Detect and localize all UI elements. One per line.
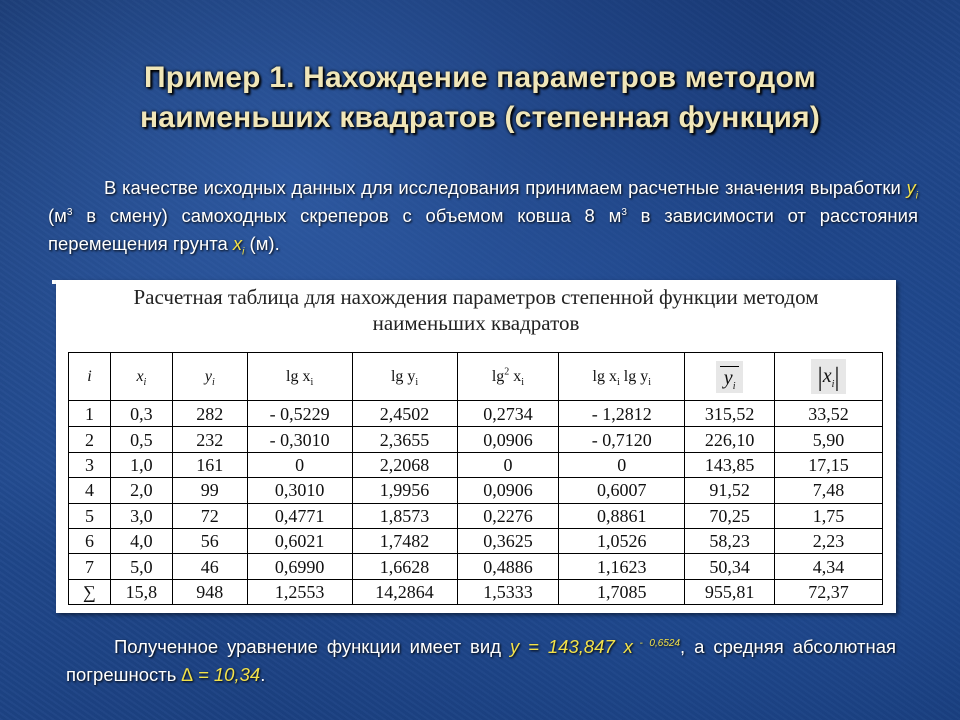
table-cell: 0,8861 [559, 503, 685, 528]
table-cell: 2,4502 [352, 401, 457, 427]
table-row [69, 478, 883, 503]
header-xi-base: x [136, 367, 144, 385]
header-ybar-base: y [723, 366, 733, 389]
table-cell: 70,25 [685, 503, 775, 528]
table-cell: 2,3655 [352, 427, 457, 452]
table-cell: 99 [172, 478, 247, 503]
table-cell: 0,4886 [457, 554, 559, 579]
table-cell: 7,48 [775, 478, 883, 503]
table-cell: 17,15 [775, 452, 883, 477]
table-cell: 2,23 [775, 528, 883, 553]
table-row [69, 528, 883, 553]
table-cell: 14,2864 [352, 579, 457, 604]
header-lgy-base: lg y [390, 367, 416, 385]
mean-absolute-error: ∆ = 10,34 [181, 664, 261, 685]
header-i-text: i [87, 367, 92, 385]
intro-text-1: В качестве исходных данных для исследования принимаем расчетные значения выработки [104, 177, 907, 198]
table-cell: 0,2276 [457, 503, 559, 528]
intro-text-5: (м). [244, 233, 280, 254]
table-row [69, 579, 883, 604]
table-cell: 955,81 [685, 579, 775, 604]
table-cell: 1,0 [110, 452, 172, 477]
table-cell: 1,1623 [559, 554, 685, 579]
table-cell: 161 [172, 452, 247, 477]
intro-paragraph [48, 174, 918, 258]
header-abs-pipe-right: | [834, 362, 840, 392]
table-cell: - 1,2812 [559, 401, 685, 427]
table-row [69, 503, 883, 528]
table-cell: 3,0 [110, 503, 172, 528]
slide-title-line2: наименьших квадратов (степенная функция) [139, 101, 821, 134]
table-cell: 948 [172, 579, 247, 604]
table-cell: 58,23 [685, 528, 775, 553]
header-yi-sub: i [211, 376, 215, 388]
xi-symbol [232, 233, 245, 258]
table-cell: 33,52 [775, 401, 883, 427]
table-cell: 1,0526 [559, 528, 685, 553]
header-xi [110, 353, 172, 401]
header-abs-box [811, 359, 845, 394]
table-cell: 4,0 [110, 528, 172, 553]
header-lg2x-sub: i [521, 376, 525, 388]
table-cell: 1,8573 [352, 503, 457, 528]
table-cell: 1,75 [775, 503, 883, 528]
table-cell: - 0,5229 [247, 401, 352, 427]
cubic-sup-2: 3 [621, 206, 627, 218]
header-lgy [352, 353, 457, 401]
table-cell: 2 [69, 427, 111, 452]
table-cell: 0,3 [110, 401, 172, 427]
table-cell: 0,3625 [457, 528, 559, 553]
table-cell: 0,6990 [247, 554, 352, 579]
table-cell: 1,7482 [352, 528, 457, 553]
header-xi-sub: i [143, 376, 147, 388]
summary-text-1: Полученное уравнение функции имеет вид [114, 636, 510, 657]
table-cell: 0,6007 [559, 478, 685, 503]
table-caption-line2: наименьших квадратов [372, 311, 580, 335]
table-cell: 282 [172, 401, 247, 427]
table-cell: 72,37 [775, 579, 883, 604]
header-lgx-lgy [559, 353, 685, 401]
table-cell: - 0,3010 [247, 427, 352, 452]
table-cell: 143,85 [685, 452, 775, 477]
table-row [69, 401, 883, 427]
header-yi [172, 353, 247, 401]
header-ybar-sub: i [732, 380, 736, 392]
table-caption [56, 284, 896, 336]
header-lg2x-sup: 2 [504, 366, 510, 378]
table-cell: 50,34 [685, 554, 775, 579]
table-cell: 91,52 [685, 478, 775, 503]
header-ybar-box [716, 361, 744, 393]
table-cell: 0,3010 [247, 478, 352, 503]
equation [510, 636, 680, 657]
table-cell: 46 [172, 554, 247, 579]
table-row [69, 554, 883, 579]
header-yi-base: y [204, 367, 212, 385]
table-cell: 5,0 [110, 554, 172, 579]
table-cell: 0 [559, 452, 685, 477]
table-cell: 4,34 [775, 554, 883, 579]
equation-formula: y = 143,847 x [509, 636, 633, 657]
table-header-row [69, 353, 883, 401]
table-cell: 4 [69, 478, 111, 503]
summary-text-2: , а средняя абсолютная погрешность [66, 636, 897, 685]
header-lgxlgy-b: lg y [619, 367, 649, 385]
yi-symbol-base: y [906, 177, 916, 198]
header-lg2x [457, 353, 559, 401]
header-abs-pipe-left: | [817, 362, 823, 392]
table-cell: 0,4771 [247, 503, 352, 528]
xi-symbol-sub: i [242, 246, 245, 258]
header-abs-x [775, 353, 883, 401]
summary-text-3: . [260, 664, 266, 685]
table-cell: 0 [457, 452, 559, 477]
table-row [69, 427, 883, 452]
table-cell: 1,9956 [352, 478, 457, 503]
intro-text-3: в смену) самоходных скреперов с объемом ковша 8 м [72, 205, 622, 226]
table-cell: 56 [172, 528, 247, 553]
header-ybar [685, 353, 775, 401]
yi-symbol [906, 177, 918, 202]
table-cell: 0 [247, 452, 352, 477]
table-cell: 2,0 [110, 478, 172, 503]
header-i [69, 353, 111, 401]
table-cell: 0,0906 [457, 478, 559, 503]
header-lgxlgy-sub2: i [648, 376, 652, 388]
table-cell: 1,6628 [352, 554, 457, 579]
table-panel [56, 280, 896, 613]
equation-exponent: - 0,6524 [632, 637, 681, 649]
intro-text-2: (м [48, 205, 67, 226]
table-cell: 7 [69, 554, 111, 579]
cubic-sup-1: 3 [66, 206, 73, 218]
table-cell: 0,0906 [457, 427, 559, 452]
header-ybar-overline [720, 366, 740, 392]
table-cell: 1,7085 [559, 579, 685, 604]
xi-symbol-base: x [232, 233, 243, 254]
table-cell: 5,90 [775, 427, 883, 452]
table-cell: 232 [172, 427, 247, 452]
slide-title-line1: Пример 1. Нахождение параметров методом [143, 61, 817, 94]
table-cell: ∑ [69, 579, 111, 604]
table-cell: 1,2553 [247, 579, 352, 604]
table-cell: 5 [69, 503, 111, 528]
table-cell: 226,10 [685, 427, 775, 452]
header-lgx [247, 353, 352, 401]
table-caption-line1: Расчетная таблица для нахождения параметров степенной функции методом [133, 285, 819, 309]
intro-text-4: в зависимости от расстояния перемещения грунта [48, 205, 918, 254]
table-cell: 15,8 [110, 579, 172, 604]
summary-paragraph [66, 633, 896, 689]
header-lgxlgy-a: lg x [592, 367, 617, 385]
table-cell: 1 [69, 401, 111, 427]
table-cell: 315,52 [685, 401, 775, 427]
table-cell: 0,6021 [247, 528, 352, 553]
table-body [69, 401, 883, 605]
table-cell: 1,5333 [457, 579, 559, 604]
slide-title [60, 58, 900, 138]
header-abs-base: x [822, 364, 832, 387]
table-cell: 72 [172, 503, 247, 528]
table-cell: 0,5 [110, 427, 172, 452]
header-lg2x-base: lg [491, 367, 505, 385]
table-cell: 3 [69, 452, 111, 477]
header-lg2x-rest: x [509, 367, 522, 385]
header-abs-sub: i [831, 378, 835, 390]
header-lgxlgy-sub1: i [617, 376, 620, 388]
table-row [69, 452, 883, 477]
table-cell: - 0,7120 [559, 427, 685, 452]
yi-symbol-sub: i [915, 190, 918, 202]
header-lgx-base: lg x [286, 367, 311, 385]
calculation-table [68, 352, 883, 605]
table-cell: 2,2068 [352, 452, 457, 477]
header-lgy-sub: i [415, 376, 419, 388]
table-cell: 6 [69, 528, 111, 553]
header-lgx-sub: i [310, 376, 314, 388]
table-cell: 0,2734 [457, 401, 559, 427]
